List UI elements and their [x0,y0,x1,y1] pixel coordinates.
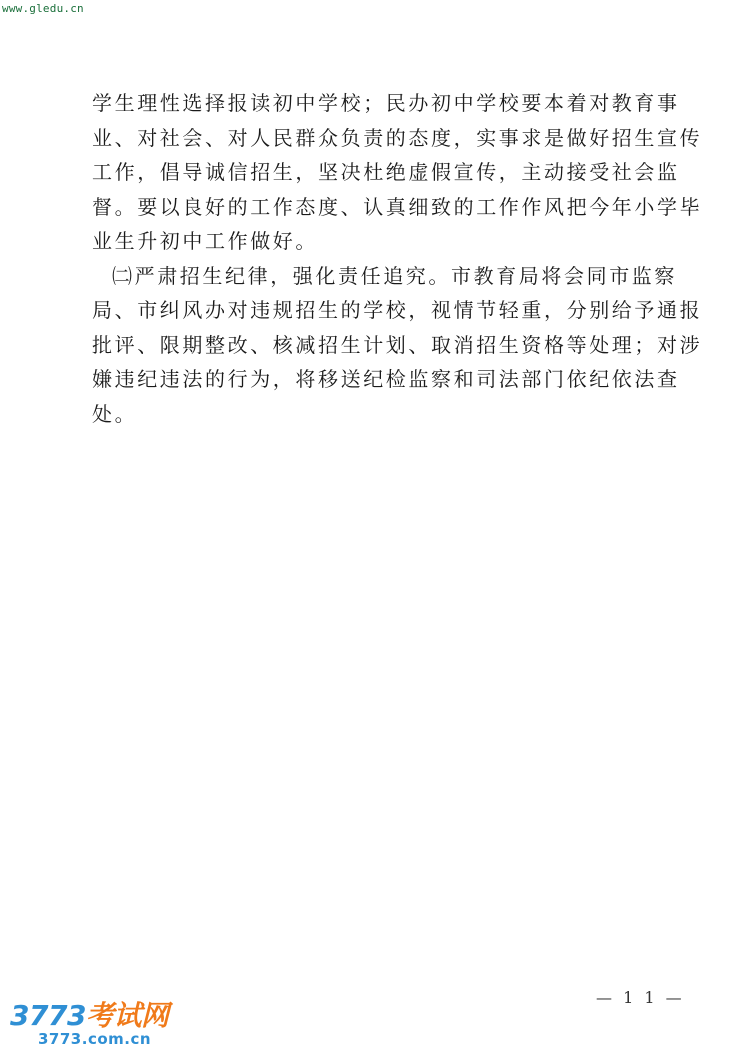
text-line: 嫌违纪违法的行为，将移送纪检监察和司法部门依纪依法查 [92,367,680,391]
logo-number: 3773 [10,999,86,1032]
text-line: 批评、限期整改、核减招生计划、取消招生资格等处理；对涉 [92,332,703,357]
text-line: 处。 [92,401,138,426]
text-line: 学生理性选择报读初中学校；民办初中学校要本着对教育事 [92,91,680,115]
logo-accent-text: 考试网 [85,999,169,1032]
text-line: 督。要以良好的工作态度、认真细致的工作作风把今年小学毕 [92,194,703,219]
logo-url: 3773.com.cn [38,1030,152,1048]
text-line: 业、对社会、对人民群众负责的态度，实事求是做好招生宣传 [92,125,703,150]
logo-wordmark [10,994,168,1034]
text-line: 工作，倡导诚信招生，坚决杜绝虚假宣传，主动接受社会监 [92,160,680,184]
text-line: 局、市纠风办对违规招生的学校，视情节轻重，分别给予通报 [92,298,703,322]
text-line: ㈡严肃招生纪律，强化责任追究。市教育局将会同市监察 [112,263,677,288]
site-logo [10,994,180,1054]
watermark-url: www.gledu.cn [2,2,84,15]
document-body [92,86,703,431]
text-line: 业生升初中工作做好。 [92,229,318,253]
page-number: — 1 1 — [596,988,685,1007]
